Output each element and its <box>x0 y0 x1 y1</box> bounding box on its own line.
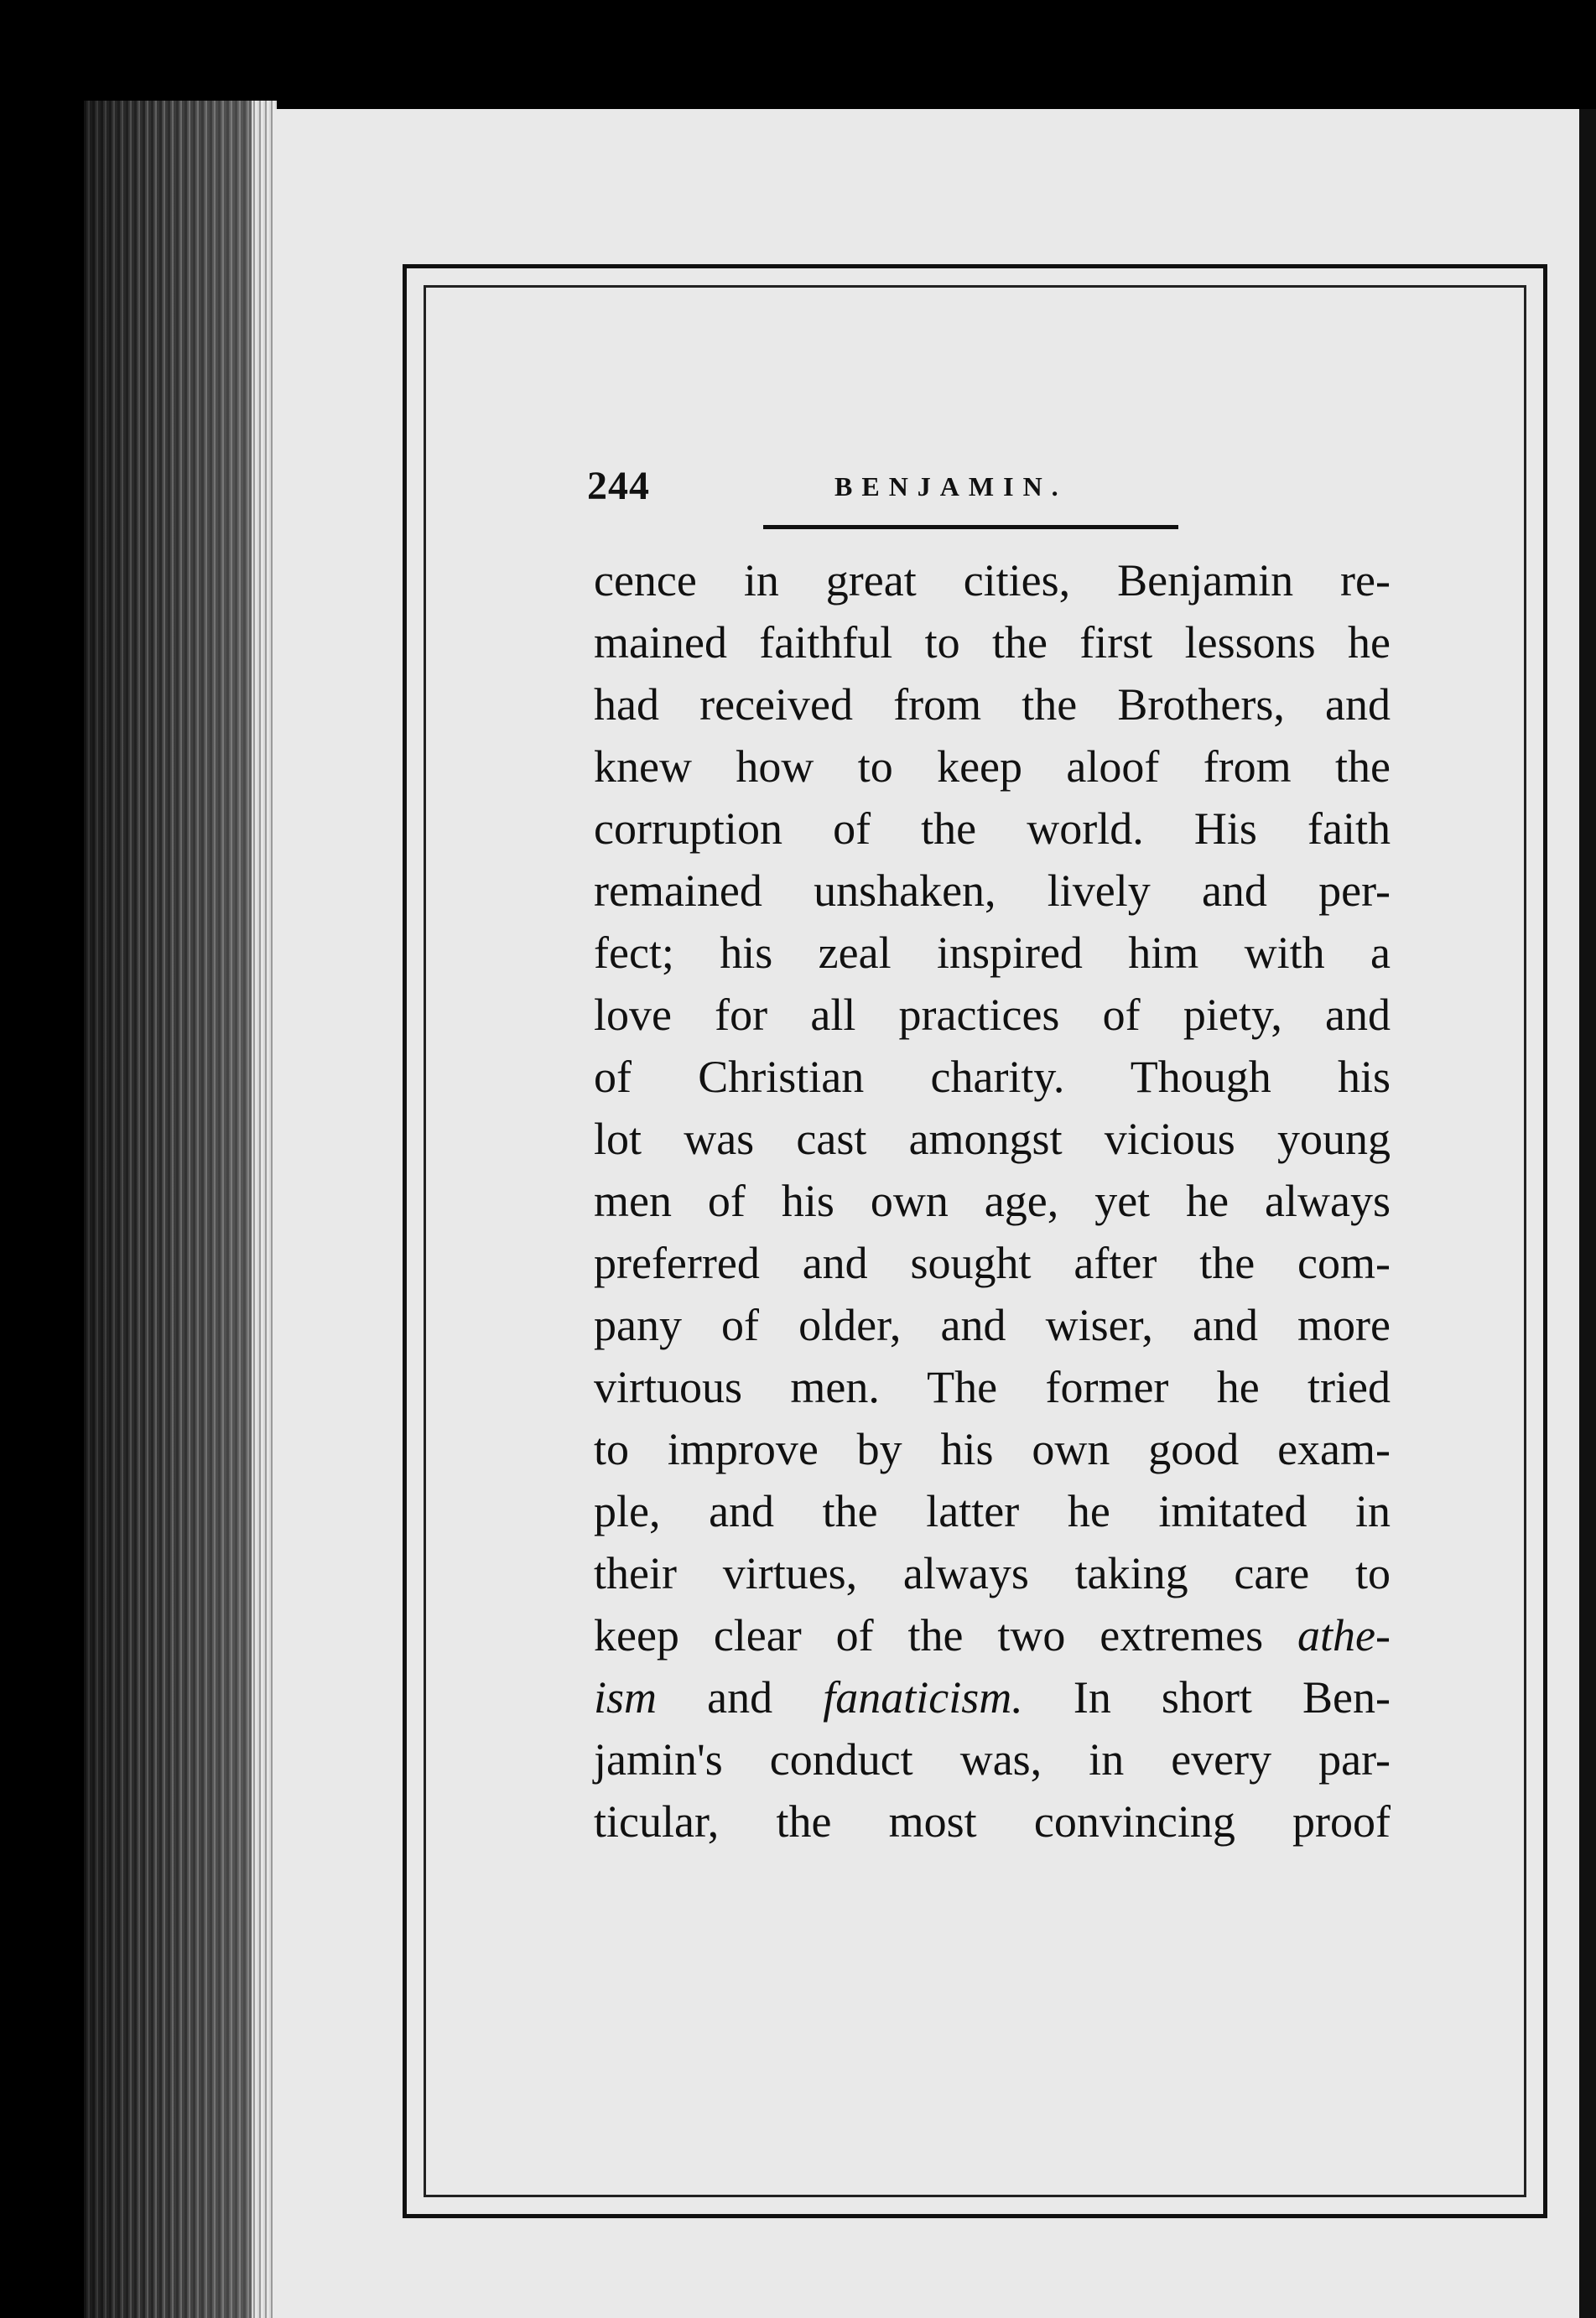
text-run: cence in great cities, Benjamin re- <box>594 555 1391 605</box>
text-line <box>594 1480 1391 1542</box>
text-line <box>594 549 1391 611</box>
text-line <box>594 1170 1391 1232</box>
text-run: remained unshaken, lively and per- <box>594 865 1391 916</box>
text-run: ple, and the latter he imitated in <box>594 1486 1391 1536</box>
italic-term: fanaticism. <box>823 1672 1023 1723</box>
text-run: had received from the Brothers, and <box>594 679 1391 730</box>
italic-term: athe- <box>1297 1610 1391 1661</box>
text-run: corruption of the world. His faith <box>594 803 1391 854</box>
scan-top-margin <box>0 0 1596 117</box>
text-line <box>594 1604 1391 1666</box>
text-run: of Christian charity. Though his <box>594 1052 1391 1102</box>
text-run: ticular, the most convincing proof <box>594 1796 1391 1847</box>
text-line <box>594 1294 1391 1356</box>
text-run: jamin's conduct was, in every par- <box>594 1734 1391 1785</box>
page-number: 244 <box>587 464 650 508</box>
italic-term: ism <box>594 1672 658 1723</box>
text-line <box>594 1790 1391 1853</box>
text-run: pany of older, and wiser, and more <box>594 1300 1391 1350</box>
text-line <box>594 984 1391 1046</box>
text-line <box>594 1666 1391 1728</box>
text-run: and <box>657 1672 824 1723</box>
text-run: love for all practices of piety, and <box>594 990 1391 1040</box>
text-line <box>594 922 1391 984</box>
text-line <box>594 1232 1391 1294</box>
text-run: mained faithful to the first lessons he <box>594 617 1391 668</box>
text-line <box>594 860 1391 922</box>
text-line <box>594 1046 1391 1108</box>
text-run: men of his own age, yet he always <box>594 1176 1391 1226</box>
text-run: fect; his zeal inspired him with a <box>594 928 1391 978</box>
text-run: to improve by his own good exam- <box>594 1424 1391 1474</box>
running-head <box>587 463 1191 513</box>
body-text <box>594 549 1391 1853</box>
text-run: virtuous men. The former he tried <box>594 1362 1391 1412</box>
text-line <box>594 1108 1391 1170</box>
running-title: BENJAMIN. <box>834 471 1068 502</box>
text-run: preferred and sought after the com- <box>594 1238 1391 1288</box>
book-page-edges <box>84 101 264 2318</box>
text-line <box>594 735 1391 798</box>
text-run: keep clear of the two extremes <box>594 1610 1298 1661</box>
text-run: In short Ben- <box>1022 1672 1391 1723</box>
text-line <box>594 798 1391 860</box>
text-line <box>594 1728 1391 1790</box>
text-line <box>594 1542 1391 1604</box>
scan-right-margin <box>1579 109 1596 2318</box>
text-line <box>594 611 1391 673</box>
text-line <box>594 673 1391 735</box>
text-run: their virtues, always taking care to <box>594 1548 1391 1598</box>
head-rule <box>763 525 1178 529</box>
text-run: lot was cast amongst vicious young <box>594 1114 1391 1164</box>
text-run: knew how to keep aloof from the <box>594 741 1391 792</box>
text-line <box>594 1356 1391 1418</box>
text-line <box>594 1418 1391 1480</box>
